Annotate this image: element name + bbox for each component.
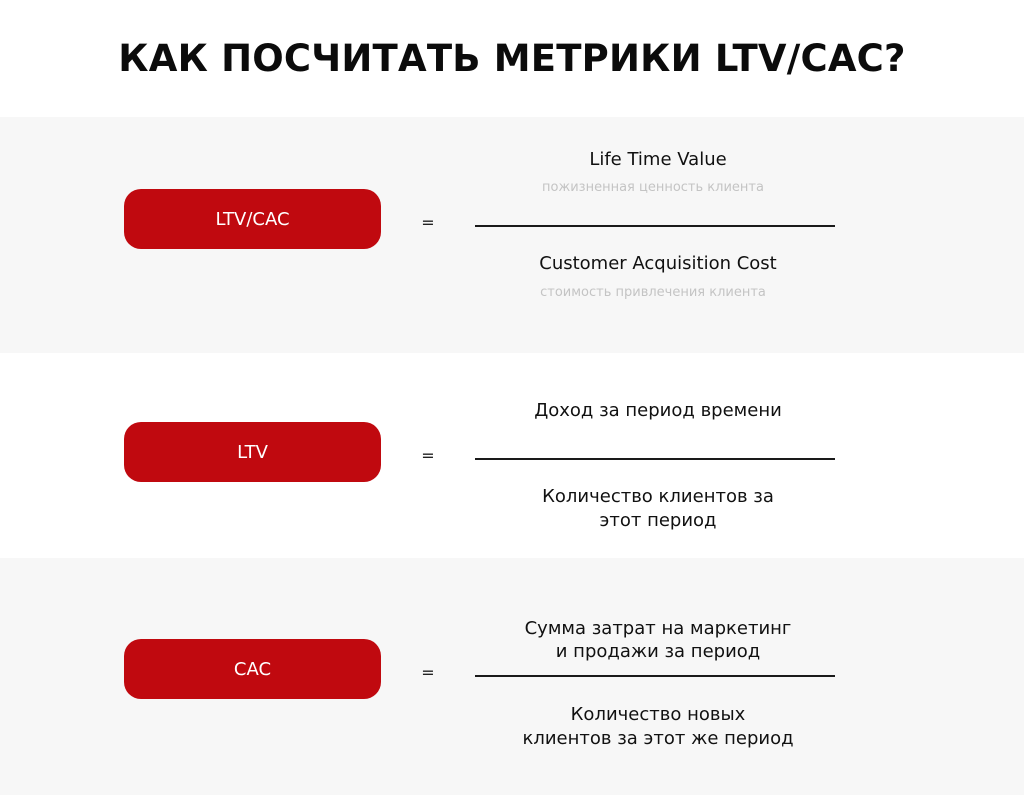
numerator-text: Доход за период времени [534, 400, 782, 421]
denominator-text-line-2: клиентов за этот же период [522, 728, 794, 749]
numerator-text-line-1: Сумма затрат на маркетинг [524, 618, 792, 639]
numerator-text-line-2: и продажи за период [555, 641, 761, 662]
denominator-text-line-2: этот период [599, 510, 717, 531]
ltv-label-badge: LTV [124, 422, 381, 482]
cac-label-badge: CAC [124, 639, 381, 699]
denominator-text-line-1: Количество клиентов за [542, 486, 774, 507]
fraction-line [475, 675, 835, 677]
page-title: КАК ПОСЧИТАТЬ МЕТРИКИ LTV/CAC? [118, 37, 906, 80]
equals-sign: = [421, 446, 435, 465]
equals-sign: = [421, 213, 435, 232]
numerator-note: пожизненная ценность клиента [542, 180, 764, 195]
fraction-line [475, 225, 835, 227]
denominator-text: Customer Acquisition Cost [539, 253, 777, 274]
denominator-note: стоимость привлечения клиента [540, 285, 766, 300]
denominator-text-line-1: Количество новых [570, 704, 746, 725]
fraction-line [475, 458, 835, 460]
ltv-cac-label-badge: LTV/CAC [124, 189, 381, 249]
equals-sign: = [421, 663, 435, 682]
numerator-text: Life Time Value [589, 149, 727, 170]
